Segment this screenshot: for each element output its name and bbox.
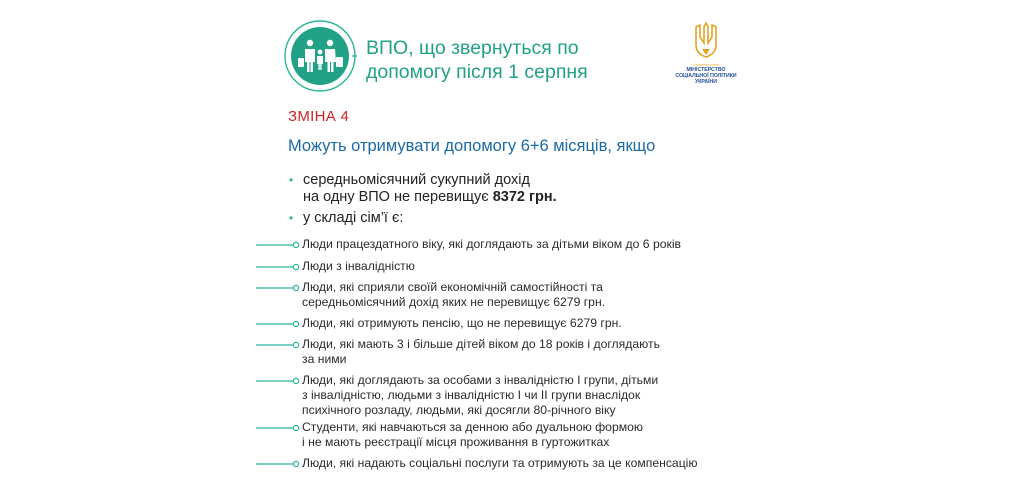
trident-icon <box>691 21 721 61</box>
connector-line-icon <box>256 422 300 434</box>
bullet-line: середньомісячний сукупний дохід <box>303 172 530 188</box>
ministry-name-line: МІНІСТЕРСТВО <box>686 67 726 73</box>
bullet-dot-icon: • <box>289 173 294 187</box>
criteria-line: з інвалідністю, людьми з інвалідністю I чи II групи внаслідок <box>302 388 641 402</box>
criteria-line: психічного розладу, людьми, які досягли 80-річного віку <box>302 403 616 417</box>
criteria-line: Люди, які отримують пенсію, що не перевищує 6279 грн. <box>302 316 622 330</box>
family-luggage-icon <box>283 19 357 93</box>
bullet-line: на одну ВПО не перевищує 8372 грн. <box>303 189 557 205</box>
criteria-item <box>256 237 756 257</box>
criteria-line: Люди, які надають соціальні послуги та отримують за це компенсацію <box>302 456 698 470</box>
criteria-item <box>256 280 756 309</box>
criteria-item <box>256 373 756 417</box>
title-line: ВПО, що звернуться по <box>366 37 579 59</box>
connector-line-icon <box>256 339 300 351</box>
criteria-item <box>256 456 756 476</box>
connector-line-icon <box>256 239 300 251</box>
connector-line-icon <box>256 375 300 387</box>
bullet-line: у складі сім’ї є: <box>303 210 404 226</box>
criteria-item <box>256 259 756 279</box>
criteria-line: Люди, які мають 3 і більше дітей віком до 18 років і доглядають <box>302 337 660 351</box>
bullet-dot-icon: • <box>289 211 294 225</box>
connector-line-icon <box>256 282 300 294</box>
criteria-line: середньомісячний дохід яких не перевищує 6279 грн. <box>302 295 606 309</box>
change-label: ЗМІНА 4 <box>288 108 350 125</box>
criteria-line: і не мають реєстрації місця проживання в гуртожитках <box>302 435 610 449</box>
portal-caption: Uryadovyi portal <box>693 63 719 67</box>
criteria-line: Люди, які доглядають за особами з інвалідністю I групи, дітьми <box>302 373 659 387</box>
subtitle: Можуть отримувати допомогу 6+6 місяців, якщо <box>288 137 656 155</box>
connector-line-icon <box>256 458 300 470</box>
connector-line-icon <box>256 318 300 330</box>
criteria-line: Люди, які сприяли своїй економічній самостійності та <box>302 280 603 294</box>
criteria-line: Люди працездатного віку, які доглядають за дітьми віком до 6 років <box>302 237 682 251</box>
ministry-name-line: СОЦІАЛЬНОЇ ПОЛІТИКИ <box>675 73 737 79</box>
ministry-logo <box>669 21 743 99</box>
criteria-item <box>256 316 756 336</box>
criteria-item <box>256 337 756 366</box>
connector-line-icon <box>256 261 300 273</box>
criteria-line: Студенти, які навчаються за денною або дуальною формою <box>302 420 644 434</box>
criteria-line: за ними <box>302 352 347 366</box>
title-line: допомогу після 1 серпня <box>366 61 588 83</box>
ministry-name-line: УКРАЇНИ <box>694 79 718 85</box>
criteria-line: Люди з інвалідністю <box>302 259 415 273</box>
criteria-item <box>256 420 756 449</box>
page-title <box>366 36 666 84</box>
